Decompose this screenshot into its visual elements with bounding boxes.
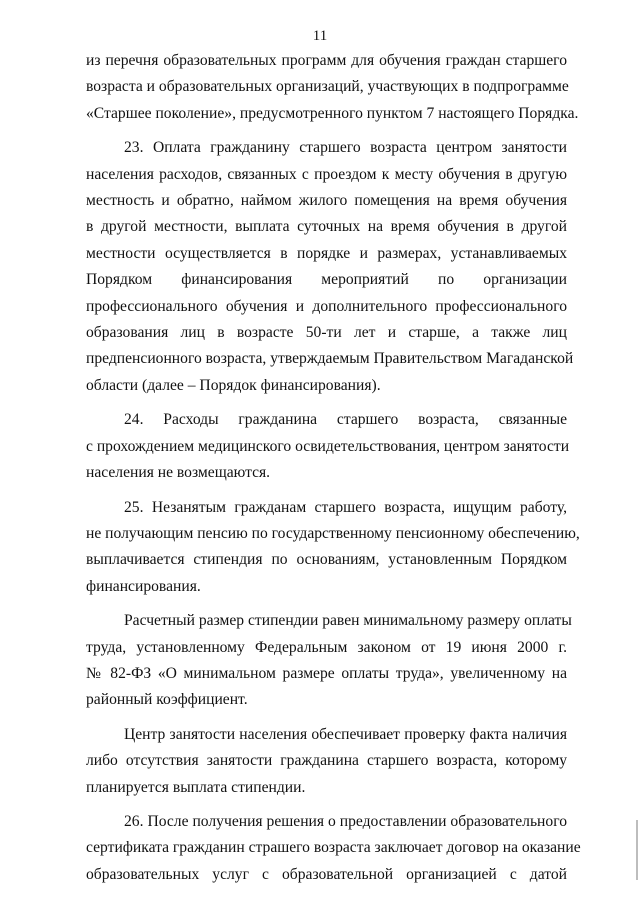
text-line: планируется выплата стипендии. [86,778,306,796]
text-line: Порядком финансирования мероприятий по организации [86,271,567,289]
text-line: 26. После получения решения о предоставлении образовательного [124,812,567,830]
text-line: образования лиц в возрасте 50-ти лет и старше, а также лиц [86,324,567,342]
text-line: Расчетный размер стипендии равен минимальному размеру оплаты [124,612,572,630]
text-line: сертификата гражданин страшего возраста заключает договор на оказание [86,839,581,857]
page-number: 11 [312,28,328,44]
text-line: финансирования. [86,577,201,595]
text-line: из перечня образовательных программ для обучения граждан старшего [86,52,567,69]
text-line: либо отсутствия занятости гражданина старшего возраста, которому [86,752,567,770]
text-line: населения расходов, связанных с проездом к месту обучения в другую [86,165,567,183]
text-line: области (далее – Порядок финансирования). [86,376,381,394]
paragraph-continuation [86,48,579,127]
scan-edge-mark [636,820,638,880]
text-line: 23. Оплата гражданину старшего возраста центром занятости [124,139,567,157]
text-line: Центр занятости населения обеспечивает проверку факта наличия [124,725,567,743]
text-line: населения не возмещаются. [86,464,271,482]
paragraph-employment-check [86,722,567,801]
text-line: выплачивается стипендия по основаниям, установленным Порядком [86,551,567,569]
text-line: местность и обратно, наймом жилого помещения на время обучения [86,192,567,210]
text-line: № 82-ФЗ «О минимальном размере оплаты труда», увеличенному на [86,664,567,682]
text-line: 25. Незанятым гражданам старшего возраста, ищущим работу, [124,498,567,516]
text-line: профессионального обучения и дополнительного профессионального [86,297,567,315]
text-line: в другой местности, выплата суточных на время обучения в другой [86,218,567,236]
text-line: 24. Расходы гражданина старшего возраста, связанные [124,411,567,429]
text-line: местности осуществляется в порядке и размерах, устанавливаемых [86,244,567,262]
paragraph-23 [86,135,574,399]
text-line: образовательных услуг с образовательной организацией с датой [86,865,567,883]
paragraph-26 [86,809,581,888]
text-line: труда, установленному Федеральным законом от 19 июня 2000 г. [86,638,567,656]
text-line: не получающим пенсию по государственному пенсионному обеспечению, [86,524,580,542]
paragraph-24 [86,407,570,486]
text-line: с прохождением медицинского освидетельствования, центром занятости [86,437,570,455]
paragraph-25 [86,495,580,601]
text-line: предпенсионного возраста, утверждаемым Правительством Магаданской [86,350,574,368]
paragraph-stipend-amount [86,608,572,714]
text-line: «Старшее поколение», предусмотренного пунктом 7 настоящего Порядка. [86,104,579,122]
text-line: возраста и образовательных организаций, участвующих в подпрограмме [86,78,569,96]
document-body [86,48,581,888]
text-line: районный коэффициент. [86,691,248,709]
